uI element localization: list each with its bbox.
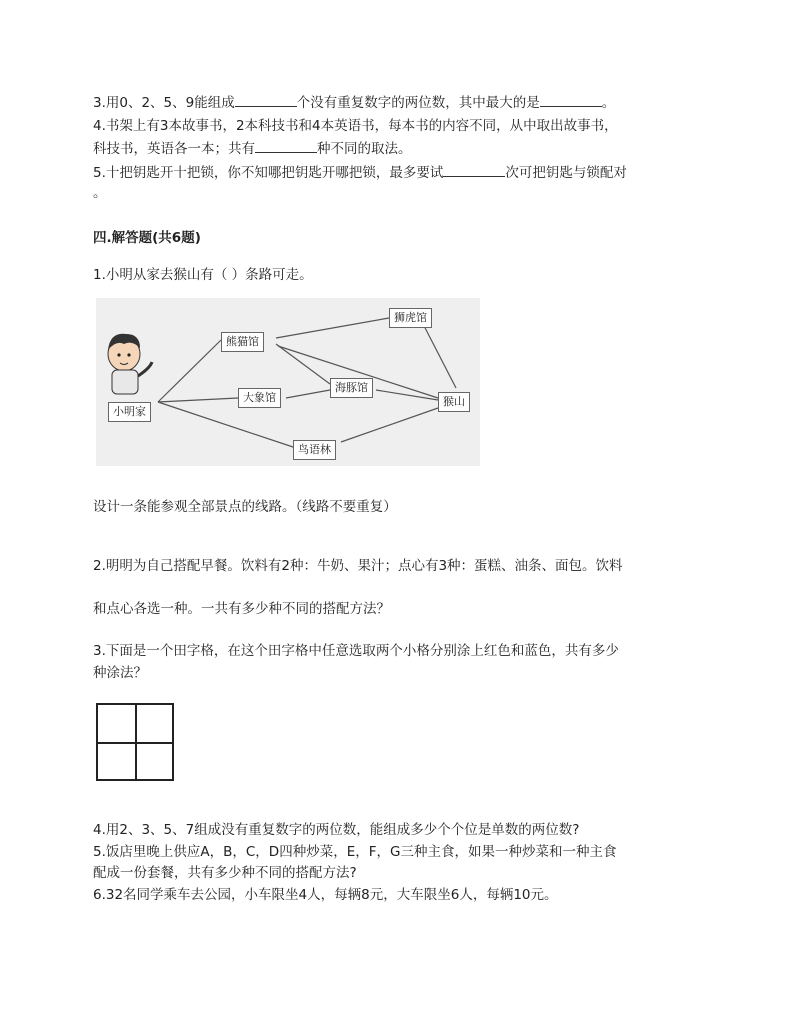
map-node-elephant: 大象馆 xyxy=(238,388,281,408)
question-3-line1: 3.下面是一个田字格，在这个田字格中任意选取两个小格分别涂上红色和蓝色，共有多少 xyxy=(93,643,619,659)
map-node-dolphin: 海豚馆 xyxy=(330,378,373,398)
map-node-bird: 鸟语林 xyxy=(293,440,336,460)
question-1: 1.小明从家去猴山有（ ）条路可走。 xyxy=(93,267,313,283)
tian-grid xyxy=(96,703,174,781)
question-6: 6.32名同学乘车去公园，小车限坐4人，每辆8元，大车限坐6人，每辆10元。 xyxy=(93,887,558,903)
question-2-line2: 和点心各选一种。一共有多少种不同的搭配方法？ xyxy=(93,601,390,617)
fill-q5-line2: 。 xyxy=(93,185,107,201)
question-5-line1: 5.饭店里晚上供应A，B，C，D四种炒菜，E，F，G三种主食，如果一种炒菜和一种主食 xyxy=(93,844,617,860)
answer-blank[interactable] xyxy=(255,138,317,153)
question-3-line2: 种涂法？ xyxy=(93,665,147,681)
question-5-line2: 配成一份套餐，共有多少种不同的搭配方法? xyxy=(93,865,357,881)
map-node-panda: 熊猫馆 xyxy=(221,332,264,352)
boy-illustration xyxy=(108,334,152,394)
fill-q3-text-a: 3.用0、2、5、9能组成 xyxy=(93,95,235,111)
answer-blank[interactable] xyxy=(443,162,505,177)
question-1-sub: 设计一条能参观全部景点的线路。（线路不要重复） xyxy=(93,499,397,515)
map-node-lion: 狮虎馆 xyxy=(389,308,432,328)
fill-q3 xyxy=(93,92,615,112)
fill-q3-text-c: 。 xyxy=(601,95,616,111)
fill-q5-text-b: 次可把钥匙与锁配对 xyxy=(505,165,627,181)
answer-blank[interactable] xyxy=(235,92,297,107)
section-title: 四.解答题(共6题) xyxy=(93,230,201,246)
fill-q4-line1: 4.书架上有3本故事书，2本科技书和4本英语书，每本书的内容不同，从中取出故事书， xyxy=(93,118,618,134)
answer-blank[interactable] xyxy=(540,92,602,107)
fill-q4-text-a: 科技书，英语各一本；共有 xyxy=(93,141,255,157)
grid-horizontal-line xyxy=(98,742,172,744)
question-4: 4.用2、3、5、7组成没有重复数字的两位数，能组成多少个个位是单数的两位数? xyxy=(93,822,580,838)
map-node-monkey: 猴山 xyxy=(438,392,470,412)
route-map-figure xyxy=(96,298,480,466)
fill-q3-text-b: 个没有重复数字的两位数，其中最大的是 xyxy=(296,95,540,111)
fill-q5-line1 xyxy=(93,162,627,182)
map-node-home: 小明家 xyxy=(108,402,151,422)
question-2-line1: 2.明明为自己搭配早餐。饮料有2种：牛奶、果汁；点心有3种：蛋糕、油条、面包。饮料 xyxy=(93,558,623,574)
fill-q5-text-a: 5.十把钥匙开十把锁，你不知哪把钥匙开哪把锁，最多要试 xyxy=(93,165,444,181)
fill-q4-text-b: 种不同的取法。 xyxy=(317,141,412,157)
fill-q4-line2 xyxy=(93,138,412,158)
